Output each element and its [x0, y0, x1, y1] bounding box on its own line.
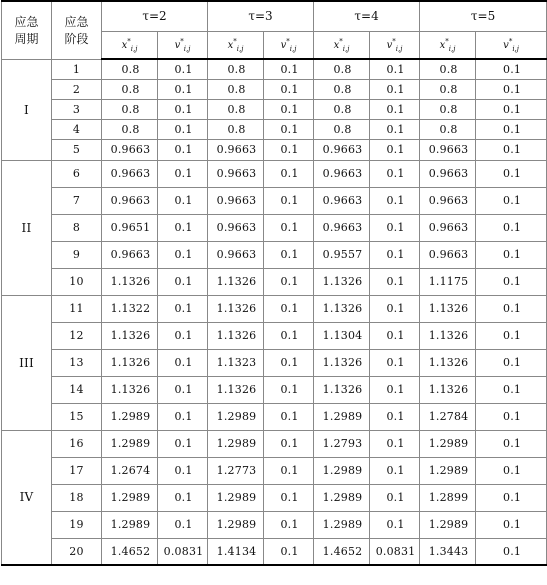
x-value-cell: 0.8 [420, 119, 476, 139]
v-value-cell: 0.1 [370, 119, 420, 139]
v-value-cell: 0.1 [370, 349, 420, 376]
x-value-cell: 1.1326 [102, 376, 158, 403]
table-row [2, 349, 547, 376]
v-value-cell: 0.1 [264, 59, 314, 79]
v-value-cell: 0.1 [476, 119, 547, 139]
table-row [2, 457, 547, 484]
v-value-cell: 0.1 [158, 322, 208, 349]
x-value-cell: 0.8 [314, 119, 370, 139]
v-value-cell: 0.1 [158, 79, 208, 99]
table-row [2, 322, 547, 349]
stage-number: 1 [52, 59, 102, 79]
v-value-cell: 0.1 [264, 322, 314, 349]
v-value-cell: 0.1 [158, 511, 208, 538]
x-value-cell: 1.1326 [208, 268, 264, 295]
x-value-cell: 1.2989 [208, 430, 264, 457]
v-value-cell: 0.1 [476, 214, 547, 241]
v-value-cell: 0.1 [476, 160, 547, 187]
v-value-cell: 0.1 [264, 349, 314, 376]
x-star-header: $x^*_{i,j}$ [102, 31, 158, 59]
stage-number: 11 [52, 295, 102, 322]
x-value-cell: 1.1326 [208, 295, 264, 322]
stage-number: 12 [52, 322, 102, 349]
v-value-cell: 0.1 [370, 268, 420, 295]
v-value-cell: 0.1 [158, 376, 208, 403]
v-value-cell: 0.1 [264, 187, 314, 214]
x-value-cell: 0.8 [314, 59, 370, 79]
v-value-cell: 0.1 [370, 214, 420, 241]
v-value-cell: 0.1 [158, 59, 208, 79]
x-value-cell: 0.9663 [420, 214, 476, 241]
v-value-cell: 0.1 [476, 538, 547, 565]
x-value-cell: 1.2989 [208, 511, 264, 538]
table-row [2, 430, 547, 457]
v-value-cell: 0.1 [264, 403, 314, 430]
v-value-cell: 0.1 [370, 187, 420, 214]
table-row [2, 268, 547, 295]
x-star-header: $x^*_{i,j}$ [420, 31, 476, 59]
x-value-cell: 0.8 [102, 79, 158, 99]
v-value-cell: 0.1 [158, 139, 208, 160]
x-value-cell: 0.9663 [102, 160, 158, 187]
x-value-cell: 1.1322 [102, 295, 158, 322]
tau-5-header: τ=5 [420, 1, 547, 31]
x-value-cell: 0.8 [314, 99, 370, 119]
v-value-cell: 0.1 [370, 457, 420, 484]
x-value-cell: 0.8 [314, 79, 370, 99]
v-value-cell: 0.1 [476, 403, 547, 430]
v-value-cell: 0.1 [476, 430, 547, 457]
v-value-cell: 0.1 [158, 349, 208, 376]
v-value-cell: 0.1 [264, 268, 314, 295]
x-value-cell: 0.8 [208, 79, 264, 99]
x-value-cell: 1.1326 [102, 349, 158, 376]
v-value-cell: 0.1 [264, 511, 314, 538]
v-value-cell: 0.1 [370, 295, 420, 322]
v-value-cell: 0.1 [158, 430, 208, 457]
table-row [2, 79, 547, 99]
v-value-cell: 0.1 [476, 99, 547, 119]
v-value-cell: 0.1 [370, 160, 420, 187]
v-value-cell: 0.1 [476, 484, 547, 511]
v-value-cell: 0.1 [370, 241, 420, 268]
v-star-header: $v^*_{i,j}$ [476, 31, 547, 59]
x-value-cell: 1.2989 [102, 403, 158, 430]
x-value-cell: 0.8 [420, 79, 476, 99]
x-value-cell: 0.9663 [208, 160, 264, 187]
x-value-cell: 0.9557 [314, 241, 370, 268]
x-value-cell: 1.4134 [208, 538, 264, 565]
x-value-cell: 1.1326 [420, 295, 476, 322]
tau-2-header: τ=2 [102, 1, 208, 31]
x-value-cell: 0.8 [420, 99, 476, 119]
v-value-cell: 0.1 [264, 214, 314, 241]
x-value-cell: 0.8 [208, 119, 264, 139]
x-value-cell: 1.2989 [314, 484, 370, 511]
v-value-cell: 0.1 [476, 457, 547, 484]
x-value-cell: 1.2989 [208, 403, 264, 430]
table-row [2, 139, 547, 160]
x-value-cell: 1.1326 [102, 268, 158, 295]
stage-number: 9 [52, 241, 102, 268]
x-value-cell: 0.9663 [102, 187, 158, 214]
x-value-cell: 0.8 [420, 59, 476, 79]
x-value-cell: 0.9663 [314, 187, 370, 214]
x-value-cell: 1.1326 [208, 322, 264, 349]
v-value-cell: 0.1 [264, 99, 314, 119]
v-value-cell: 0.1 [264, 241, 314, 268]
table-row [2, 376, 547, 403]
stage-number: 20 [52, 538, 102, 565]
v-value-cell: 0.1 [264, 139, 314, 160]
v-star-header: $v^*_{i,j}$ [370, 31, 420, 59]
v-value-cell: 0.1 [158, 403, 208, 430]
x-value-cell: 0.8 [102, 59, 158, 79]
v-value-cell: 0.1 [158, 99, 208, 119]
v-value-cell: 0.1 [370, 99, 420, 119]
v-value-cell: 0.1 [476, 268, 547, 295]
x-value-cell: 0.9663 [314, 160, 370, 187]
x-value-cell: 1.1326 [420, 376, 476, 403]
tau-3-header: τ=3 [208, 1, 314, 31]
x-value-cell: 1.2989 [314, 457, 370, 484]
table-row [2, 538, 547, 565]
v-value-cell: 0.1 [476, 187, 547, 214]
x-value-cell: 0.9663 [208, 187, 264, 214]
x-value-cell: 1.1326 [314, 376, 370, 403]
v-value-cell: 0.1 [158, 214, 208, 241]
v-value-cell: 0.1 [476, 241, 547, 268]
x-value-cell: 1.1323 [208, 349, 264, 376]
v-value-cell: 0.1 [476, 139, 547, 160]
v-value-cell: 0.1 [370, 511, 420, 538]
x-value-cell: 0.9663 [420, 187, 476, 214]
v-value-cell: 0.1 [476, 295, 547, 322]
table-row [2, 187, 547, 214]
stage-number: 5 [52, 139, 102, 160]
cycle-header: 应急 周期 [2, 1, 52, 59]
v-value-cell: 0.1 [264, 538, 314, 565]
x-value-cell: 1.2989 [420, 430, 476, 457]
stage-number: 4 [52, 119, 102, 139]
x-value-cell: 1.2674 [102, 457, 158, 484]
stage-number: 16 [52, 430, 102, 457]
cycle-label: IV [2, 430, 52, 565]
v-star-header: $v^*_{i,j}$ [158, 31, 208, 59]
cycle-label: II [2, 160, 52, 295]
v-value-cell: 0.1 [370, 322, 420, 349]
stage-number: 2 [52, 79, 102, 99]
v-value-cell: 0.1 [370, 376, 420, 403]
v-value-cell: 0.1 [158, 295, 208, 322]
v-value-cell: 0.1 [264, 484, 314, 511]
x-value-cell: 0.9663 [208, 214, 264, 241]
x-value-cell: 1.2989 [102, 484, 158, 511]
table-row [2, 484, 547, 511]
x-value-cell: 0.8 [102, 119, 158, 139]
v-value-cell: 0.1 [264, 160, 314, 187]
stage-number: 17 [52, 457, 102, 484]
table-row [2, 59, 547, 79]
v-value-cell: 0.1 [370, 484, 420, 511]
x-value-cell: 1.1326 [102, 322, 158, 349]
table-row [2, 241, 547, 268]
x-value-cell: 1.2989 [208, 484, 264, 511]
x-value-cell: 1.2899 [420, 484, 476, 511]
v-value-cell: 0.1 [370, 79, 420, 99]
stage-number: 14 [52, 376, 102, 403]
x-value-cell: 1.4652 [314, 538, 370, 565]
x-value-cell: 0.9663 [420, 160, 476, 187]
x-value-cell: 0.9663 [208, 241, 264, 268]
x-star-header: $x^*_{i,j}$ [208, 31, 264, 59]
v-value-cell: 0.1 [158, 160, 208, 187]
x-value-cell: 1.2989 [314, 403, 370, 430]
stage-number: 7 [52, 187, 102, 214]
v-value-cell: 0.1 [158, 187, 208, 214]
x-value-cell: 0.9663 [314, 214, 370, 241]
x-value-cell: 1.1304 [314, 322, 370, 349]
x-value-cell: 1.4652 [102, 538, 158, 565]
table-row [2, 160, 547, 187]
x-value-cell: 0.9663 [314, 139, 370, 160]
stage-number: 18 [52, 484, 102, 511]
table-row [2, 99, 547, 119]
x-value-cell: 1.2989 [102, 511, 158, 538]
x-value-cell: 0.9663 [102, 139, 158, 160]
table-row [2, 214, 547, 241]
stage-number: 3 [52, 99, 102, 119]
v-value-cell: 0.1 [476, 322, 547, 349]
stage-number: 6 [52, 160, 102, 187]
v-value-cell: 0.1 [264, 457, 314, 484]
x-value-cell: 1.2793 [314, 430, 370, 457]
stage-number: 15 [52, 403, 102, 430]
v-value-cell: 0.1 [264, 79, 314, 99]
x-value-cell: 1.1326 [314, 268, 370, 295]
v-value-cell: 0.1 [370, 403, 420, 430]
x-value-cell: 1.1326 [420, 322, 476, 349]
x-value-cell: 1.1326 [420, 349, 476, 376]
v-star-header: $v^*_{i,j}$ [264, 31, 314, 59]
v-value-cell: 0.0831 [370, 538, 420, 565]
v-value-cell: 0.1 [158, 457, 208, 484]
v-value-cell: 0.1 [158, 268, 208, 295]
x-value-cell: 0.9663 [420, 139, 476, 160]
x-value-cell: 1.2784 [420, 403, 476, 430]
v-value-cell: 0.1 [264, 376, 314, 403]
x-value-cell: 0.9663 [102, 241, 158, 268]
x-value-cell: 1.1326 [314, 349, 370, 376]
x-value-cell: 0.8 [208, 99, 264, 119]
v-value-cell: 0.1 [158, 484, 208, 511]
stage-number: 8 [52, 214, 102, 241]
x-value-cell: 1.2773 [208, 457, 264, 484]
stage-header: 应急 阶段 [52, 1, 102, 59]
x-value-cell: 0.8 [102, 99, 158, 119]
v-value-cell: 0.1 [370, 59, 420, 79]
table-row [2, 119, 547, 139]
results-table [1, 0, 547, 566]
v-value-cell: 0.0831 [158, 538, 208, 565]
x-value-cell: 1.1326 [314, 295, 370, 322]
x-value-cell: 1.2989 [420, 511, 476, 538]
v-value-cell: 0.1 [476, 511, 547, 538]
v-value-cell: 0.1 [158, 119, 208, 139]
v-value-cell: 0.1 [370, 139, 420, 160]
v-value-cell: 0.1 [476, 376, 547, 403]
cycle-label: I [2, 59, 52, 160]
table-row [2, 403, 547, 430]
x-value-cell: 1.2989 [314, 511, 370, 538]
x-star-header: $x^*_{i,j}$ [314, 31, 370, 59]
x-value-cell: 0.9651 [102, 214, 158, 241]
v-value-cell: 0.1 [264, 430, 314, 457]
x-value-cell: 0.8 [208, 59, 264, 79]
x-value-cell: 1.3443 [420, 538, 476, 565]
v-value-cell: 0.1 [476, 79, 547, 99]
stage-number: 10 [52, 268, 102, 295]
x-value-cell: 0.9663 [208, 139, 264, 160]
v-value-cell: 0.1 [476, 349, 547, 376]
table-row [2, 295, 547, 322]
cycle-label: III [2, 295, 52, 430]
x-value-cell: 1.2989 [420, 457, 476, 484]
v-value-cell: 0.1 [370, 430, 420, 457]
tau-4-header: τ=4 [314, 1, 420, 31]
v-value-cell: 0.1 [476, 59, 547, 79]
stage-number: 13 [52, 349, 102, 376]
v-value-cell: 0.1 [158, 241, 208, 268]
x-value-cell: 1.1326 [208, 376, 264, 403]
x-value-cell: 1.1175 [420, 268, 476, 295]
v-value-cell: 0.1 [264, 295, 314, 322]
table-row [2, 511, 547, 538]
stage-number: 19 [52, 511, 102, 538]
x-value-cell: 0.9663 [420, 241, 476, 268]
x-value-cell: 1.2989 [102, 430, 158, 457]
v-value-cell: 0.1 [264, 119, 314, 139]
